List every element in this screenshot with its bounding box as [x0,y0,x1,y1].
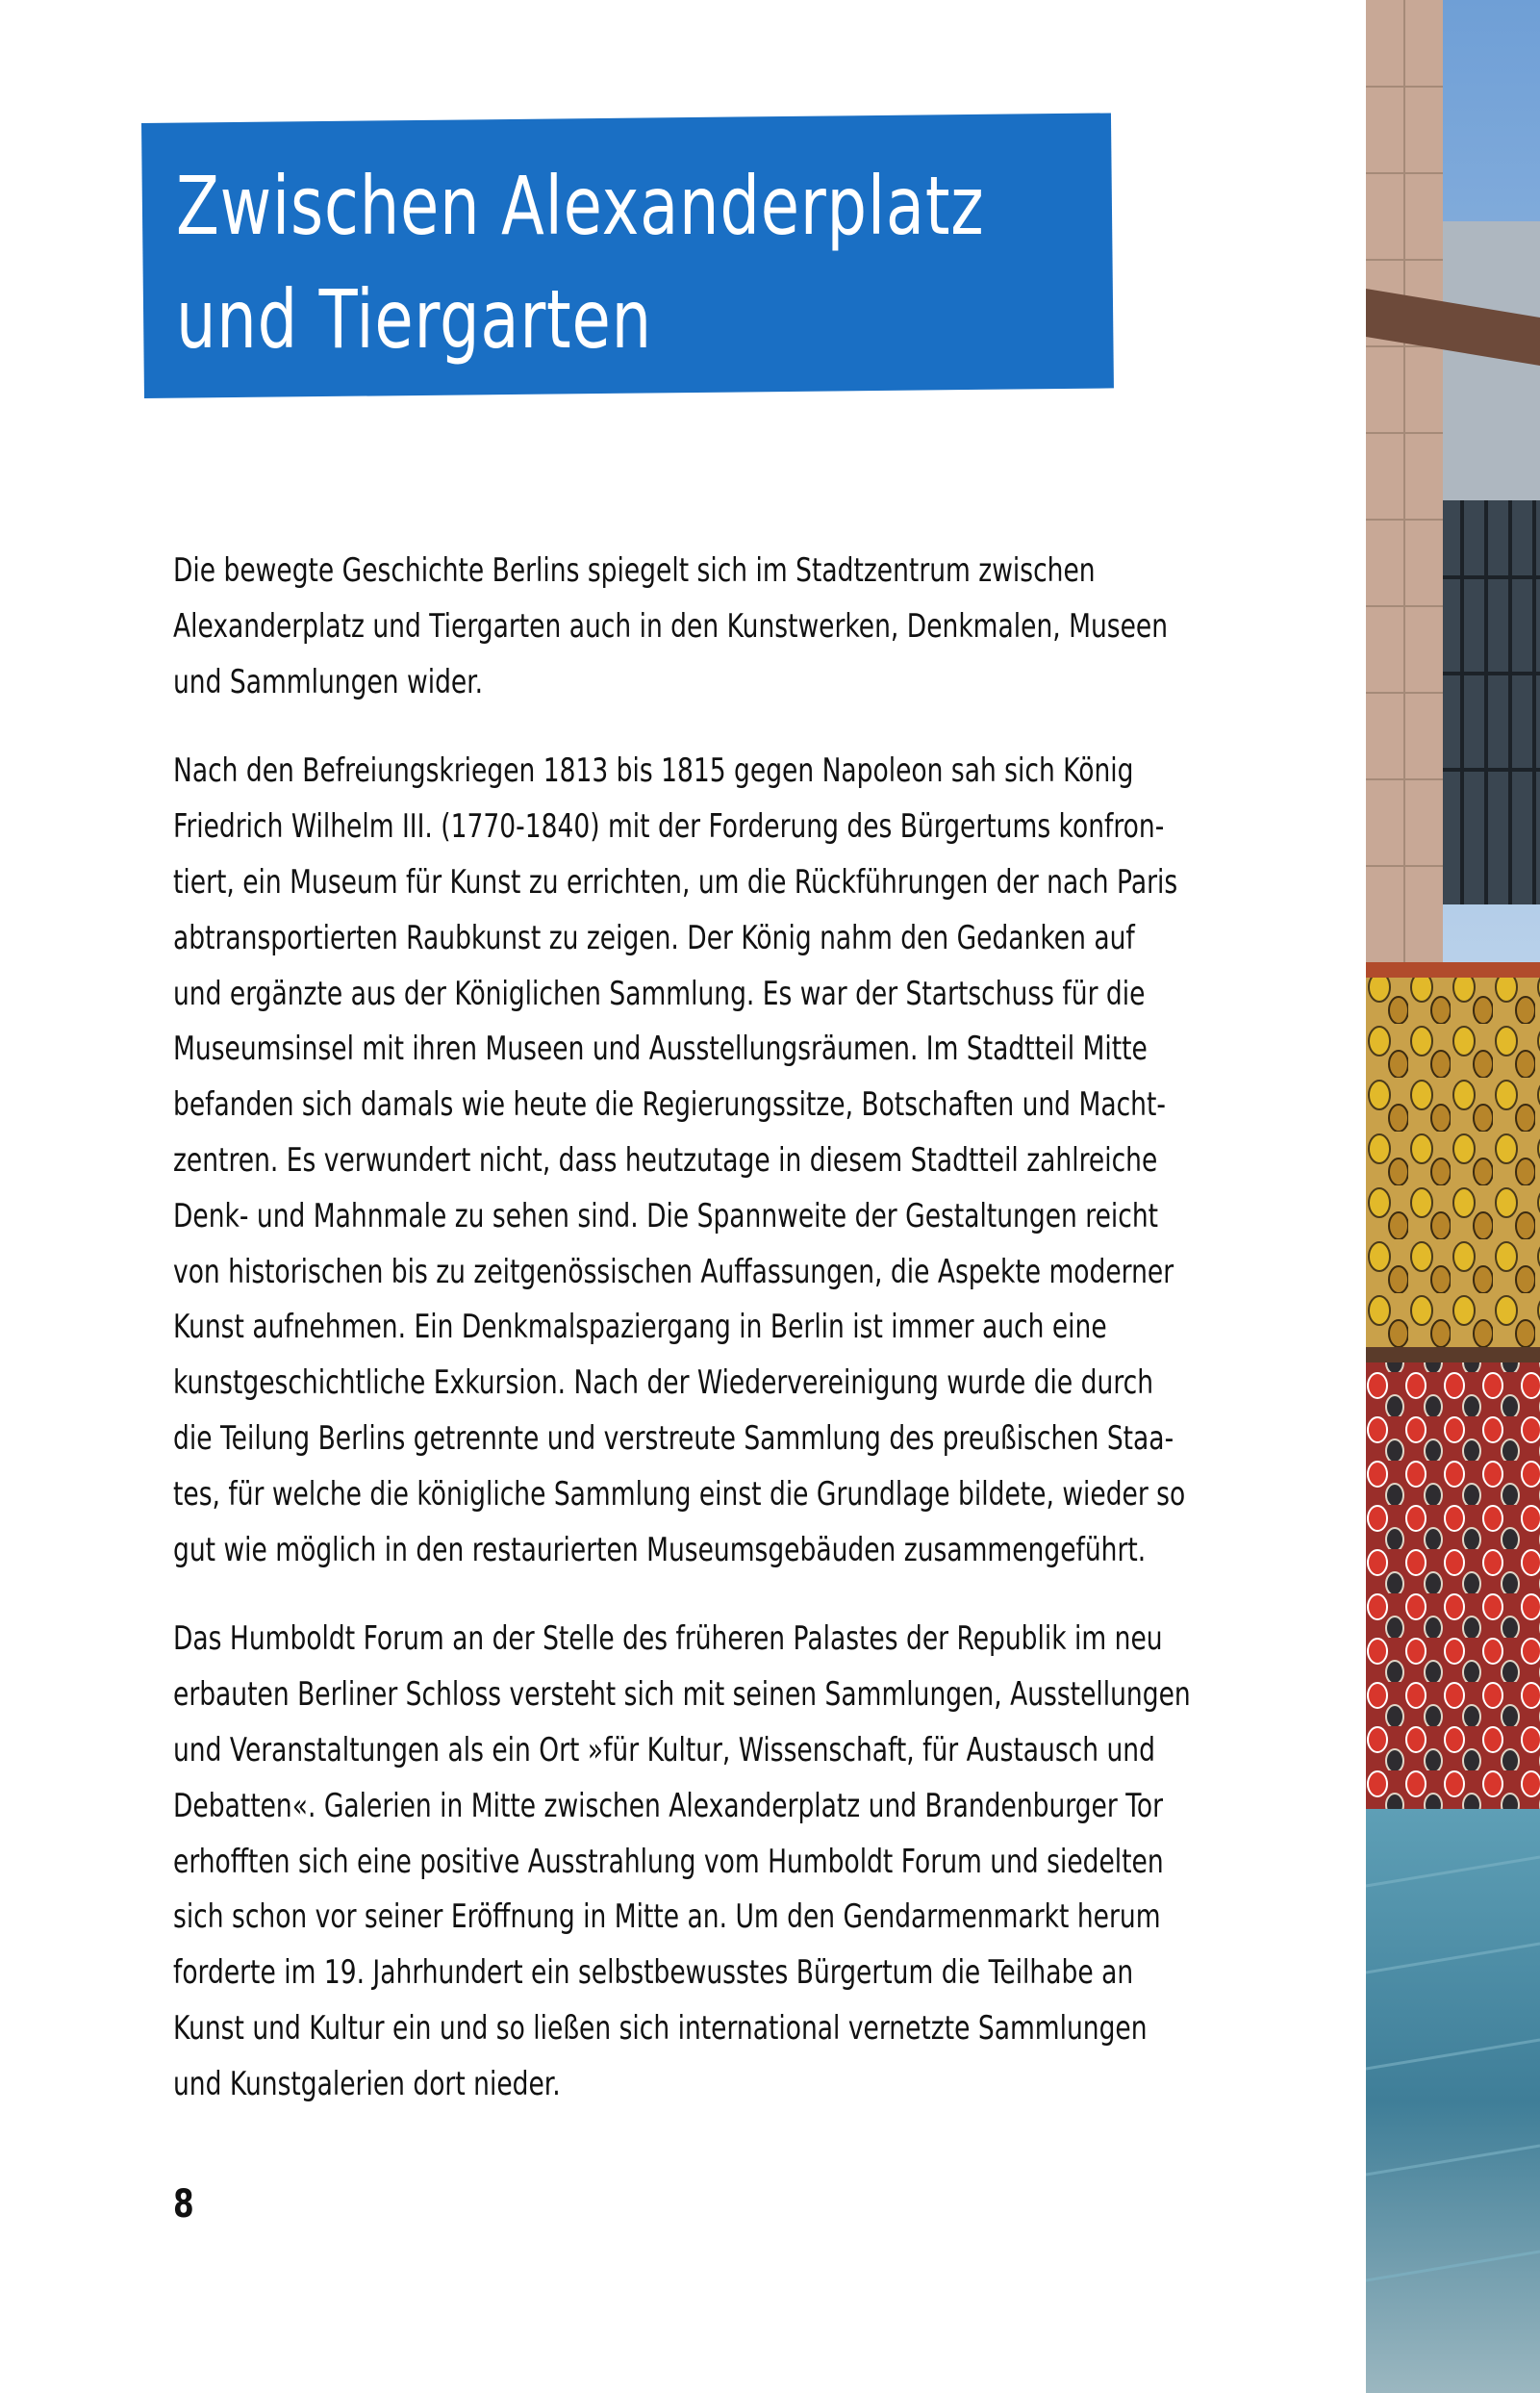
text-line: kunstgeschichtliche Exkursion. Nach der Wiedervereinigung wurde die durch [173,1363,1154,1403]
page-title-line-2: und Tiergarten [176,272,652,367]
text-line: von historischen bis zu zeitgenössischen Auffassungen, die Aspekte moderner [173,1252,1174,1291]
photo-illustration [1366,0,1540,2393]
text-line: Friedrich Wilhelm III. (1770-1840) mit der Forderung des Bürgertums konfron- [173,807,1165,847]
text-line: erhofften sich eine positive Ausstrahlung vom Humboldt Forum und siedelten [173,1842,1164,1881]
text-line: tiert, ein Museum für Kunst zu errichten, um die Rückführungen der nach Paris [173,862,1178,902]
text-line: abtransportierten Raubkunst zu zeigen. Der König nahm den Gedanken auf [173,918,1135,957]
page-title-line-1: Zwischen Alexanderplatz [176,159,985,253]
text-line: forderte im 19. Jahrhundert ein selbstbewusstes Bürgertum die Teilhabe an [173,1953,1134,1993]
text-line: und ergänzte aus der Königlichen Sammlung. Es war der Startschuss für die [173,974,1146,1013]
paragraph-3 [173,1612,1191,2112]
side-photo-strip [1366,0,1540,2393]
text-line: Alexanderplatz und Tiergarten auch in den Kunstwerken, Denkmalen, Museen [173,606,1169,646]
text-line: Nach den Befreiungskriegen 1813 bis 1815 gegen Napoleon sah sich König [173,751,1134,791]
page-number: 8 [173,2182,194,2227]
paragraph-1 [173,544,1169,710]
text-line: und Sammlungen wider. [173,662,484,701]
text-line: gut wie möglich in den restaurierten Museumsgebäuden zusammengeführt. [173,1530,1147,1569]
text-line: die Teilung Berlins getrennte und verstreute Sammlung des preußischen Staa- [173,1418,1174,1458]
text-line: Kunst aufnehmen. Ein Denkmalspaziergang in Berlin ist immer auch eine [173,1308,1107,1347]
text-line: und Kunstgalerien dort nieder. [173,2064,561,2103]
text-line: tes, für welche die königliche Sammlung einst die Grundlage bildete, wieder so [173,1474,1186,1514]
text-line: Museumsinsel mit ihren Museen und Ausstellungsräumen. Im Stadtteil Mitte [173,1030,1148,1069]
text-line: Kunst und Kultur ein und so ließen sich international vernetzte Sammlungen [173,2008,1148,2048]
text-line: Die bewegte Geschichte Berlins spiegelt sich im Stadtzentrum zwischen [173,551,1096,590]
text-line: Debatten«. Galerien in Mitte zwischen Alexanderplatz und Brandenburger Tor [173,1786,1164,1825]
text-line: erbauten Berliner Schloss versteht sich mit seinen Sammlungen, Ausstellungen [173,1675,1191,1715]
text-line: Das Humboldt Forum an der Stelle des früheren Palastes der Republik im neu [173,1619,1163,1659]
text-line: Denk- und Mahnmale zu sehen sind. Die Spannweite der Gestaltungen reicht [173,1196,1159,1235]
paragraph-2 [173,744,1186,1578]
text-line: und Veranstaltungen als ein Ort »für Kultur, Wissenschaft, für Austausch und [173,1730,1155,1769]
text-line: befanden sich damals wie heute die Regierungssitze, Botschaften und Macht- [173,1085,1166,1125]
body-text [173,544,1191,2147]
text-line: zentren. Es verwundert nicht, dass heutzutage in diesem Stadtteil zahlreiche [173,1140,1158,1180]
text-line: sich schon vor seiner Eröffnung in Mitte an. Um den Gendarmenmarkt herum [173,1897,1161,1937]
